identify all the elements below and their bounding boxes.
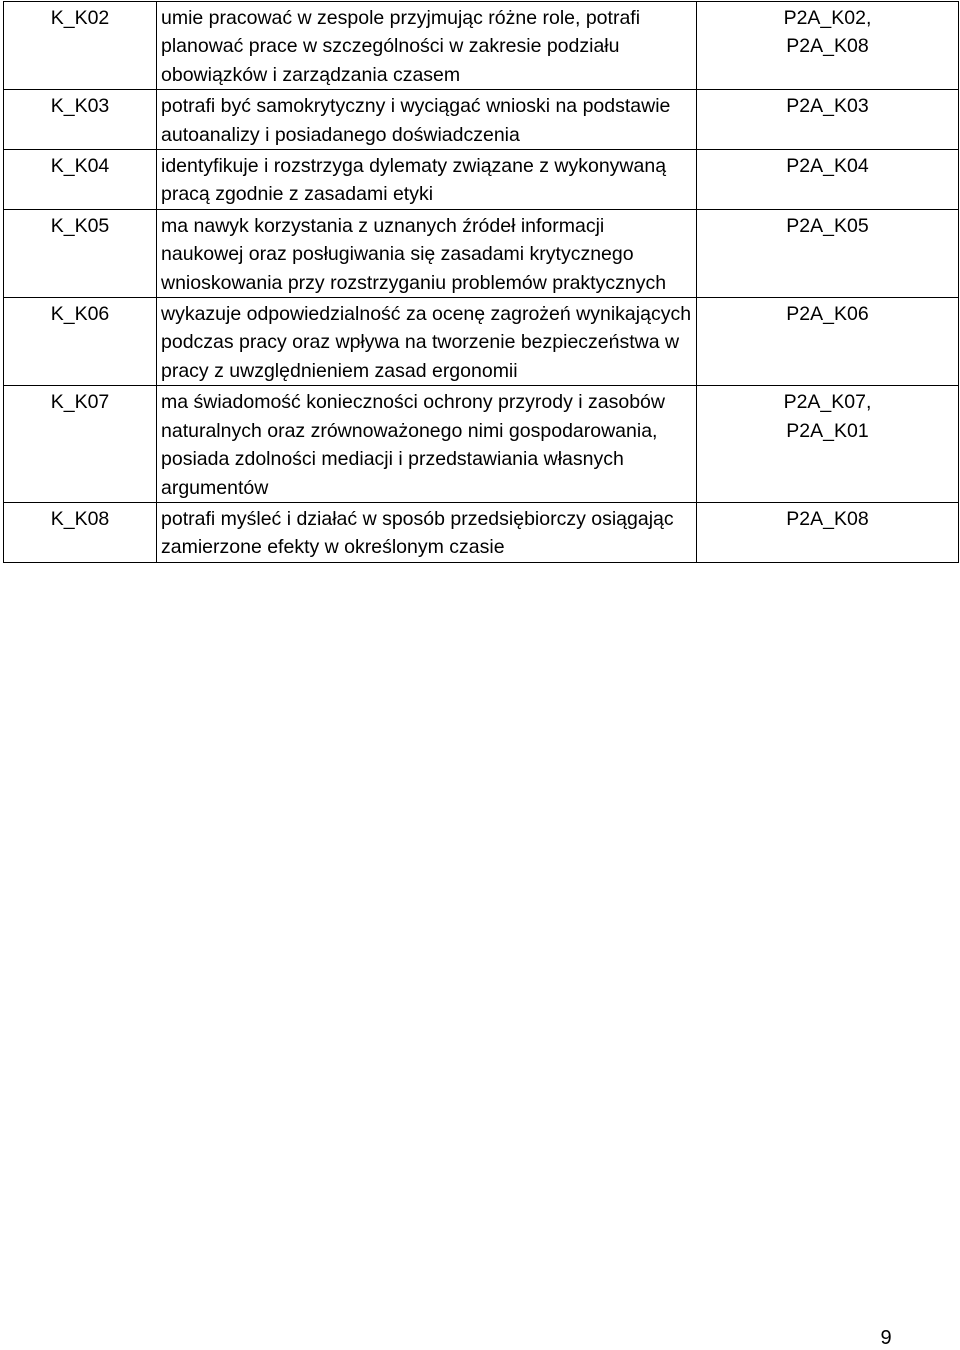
outcome-reference: P2A_K02, [783, 7, 872, 29]
table-row [4, 209, 959, 297]
outcome-reference: P2A_K01 [786, 419, 869, 442]
outcome-reference: P2A_K05 [786, 214, 869, 237]
outcome-description: potrafi myśleć i działać w sposób przedsiębiorczy osiągając zamierzone efekty w określonym czasie [157, 502, 697, 562]
outcome-code: K_K07 [4, 386, 157, 503]
outcome-reference: P2A_K07, [783, 391, 872, 414]
outcome-description: umie pracować w zespole przyjmując różne role, potrafi planować prace w szczególności w zakresie podziału obowiązków i zarządzania czasem [157, 2, 697, 90]
table-row [4, 150, 959, 210]
outcome-description: identyfikuje i rozstrzyga dylematy związane z wykonywaną pracą zgodnie z zasadami etyki [157, 150, 697, 210]
outcome-description: ma świadomość konieczności ochrony przyrody i zasobów naturalnych oraz zrównoważonego nimi gospodarowania, posiada zdolności mediacji i przedstawiania własnych argumentów [157, 386, 697, 503]
outcome-reference-cell [697, 150, 959, 210]
outcome-reference: P2A_K08 [786, 35, 869, 58]
table-row [4, 298, 959, 386]
table-row [4, 90, 959, 150]
outcome-reference: P2A_K06 [786, 303, 869, 326]
outcome-reference: P2A_K08 [786, 507, 869, 530]
table-row [4, 2, 959, 90]
outcome-description: wykazuje odpowiedzialność za ocenę zagrożeń wynikających podczas pracy oraz wpływa na tworzenie bezpieczeństwa w pracy z uwzględnieniem zasad ergonomii [157, 298, 697, 386]
table-row [4, 386, 959, 503]
table-row [4, 502, 959, 562]
outcome-reference: P2A_K04 [786, 155, 869, 178]
outcome-code: K_K05 [4, 209, 157, 297]
outcome-description: potrafi być samokrytyczny i wyciągać wnioski na podstawie autoanalizy i posiadanego doświadczenia [157, 90, 697, 150]
outcome-reference-cell [697, 386, 959, 503]
outcome-reference-cell [697, 298, 959, 386]
outcome-code: K_K03 [4, 90, 157, 150]
outcome-code: K_K04 [4, 150, 157, 210]
outcome-reference-cell [697, 90, 959, 150]
outcome-code: K_K02 [4, 2, 157, 90]
outcome-reference: P2A_K03 [786, 95, 869, 118]
outcome-code: K_K08 [4, 502, 157, 562]
outcome-description: ma nawyk korzystania z uznanych źródeł informacji naukowej oraz posługiwania się zasadami krytycznego wnioskowania przy rozstrzyganiu problemów praktycznych [157, 209, 697, 297]
outcome-reference-cell [697, 502, 959, 562]
outcome-code: K_K06 [4, 298, 157, 386]
outcome-reference-cell [697, 209, 959, 297]
page-number: 9 [880, 1327, 892, 1349]
learning-outcomes-table [3, 1, 959, 563]
outcome-reference-cell [697, 2, 959, 90]
